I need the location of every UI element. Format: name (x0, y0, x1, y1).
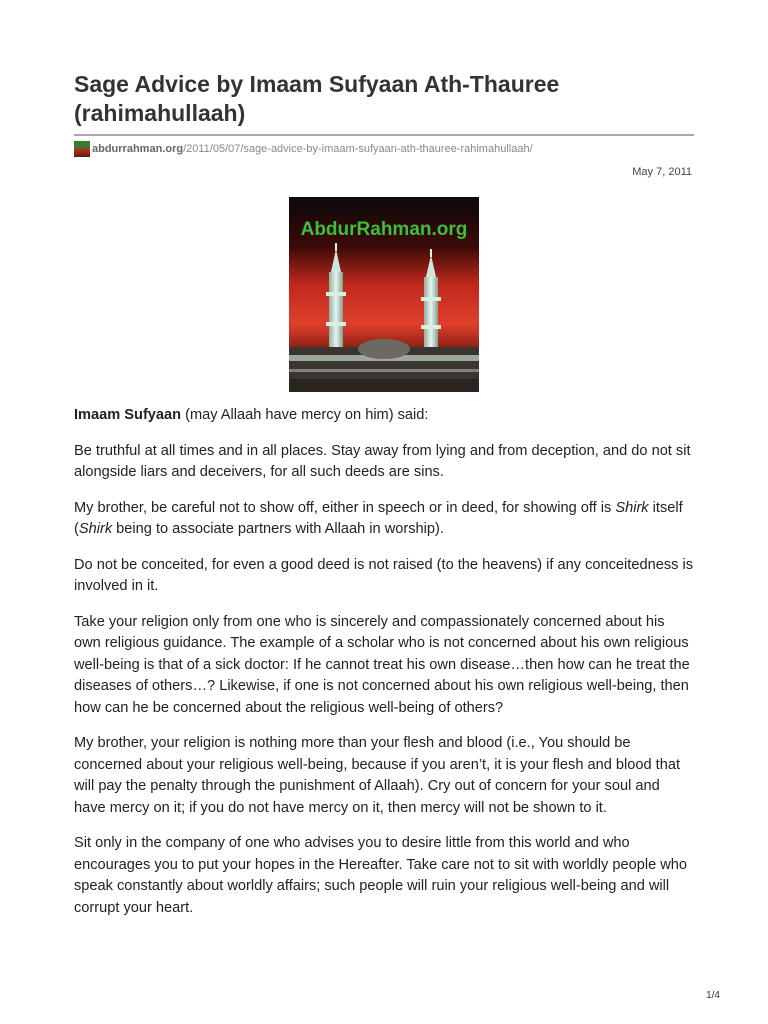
title-divider (74, 134, 694, 136)
paragraph-2: Be truthful at all times and in all places. Stay away from lying and from deception, and do not sit alongside liars and deceivers, for all such deeds are sins. (74, 442, 691, 480)
paragraph-5: Take your religion only from one who is sincerely and compassionately concerned about his own religious guidance. The example of a scholar who is not concerned about his own religious well-being is that of a sick doctor: If he cannot treat his own disease…then how can he treat the diseases of others…? Likewise, if one is not concerned about his own religious well-being, then how can he be concerned about the religious well-being of others? (74, 613, 690, 716)
paragraph-3: My brother, be careful not to show off, either in speech or in deed, for showing off is Shirk itself (Shirk being to associate partners with Allaah in worship). (74, 499, 683, 537)
paragraph-7: Sit only in the company of one who advises you to desire little from this world and who encourages you to put your hopes in the Hereafter. Take care not to sit with worldly people who speak constantly about worldly affairs; such people will ruin your religious well-being and will corrupt your heart. (74, 835, 688, 916)
source-domain: abdurrahman.org (92, 143, 184, 155)
source-url[interactable] (74, 141, 694, 157)
source-path: /2011/05/07/sage-advice-by-imaam-sufyaan-ath-thauree-rahimahullaah/ (183, 143, 533, 155)
article-body (74, 405, 694, 933)
paragraph-4: Do not be conceited, for even a good deed is not raised (to the heavens) if any conceitedness is involved in it. (74, 556, 694, 594)
paragraph-1: Imaam Sufyaan (may Allaah have mercy on him) said: (74, 407, 429, 423)
mosque-minarets-image (289, 197, 479, 392)
site-favicon-icon (74, 141, 90, 157)
article-date: May 7, 2011 (632, 166, 692, 178)
article-title: Sage Advice by Imaam Sufyaan Ath-Thauree (rahimahullaah) (74, 71, 560, 126)
author-name: Imaam Sufyaan (74, 407, 182, 423)
page-number: 1/4 (706, 990, 720, 1001)
paragraph-6: My brother, your religion is nothing more than your flesh and blood (i.e., You should be concerned about your religious well-being, because if you aren’t, it is your flesh and blood that will pay the penalty through the punishment of Allaah). Cry out of concern for your soul and have mercy on it; if you do not have mercy on it, then mercy will not be shown to it. (74, 735, 681, 816)
image-caption-text: AbdurRahman.org (300, 219, 468, 240)
